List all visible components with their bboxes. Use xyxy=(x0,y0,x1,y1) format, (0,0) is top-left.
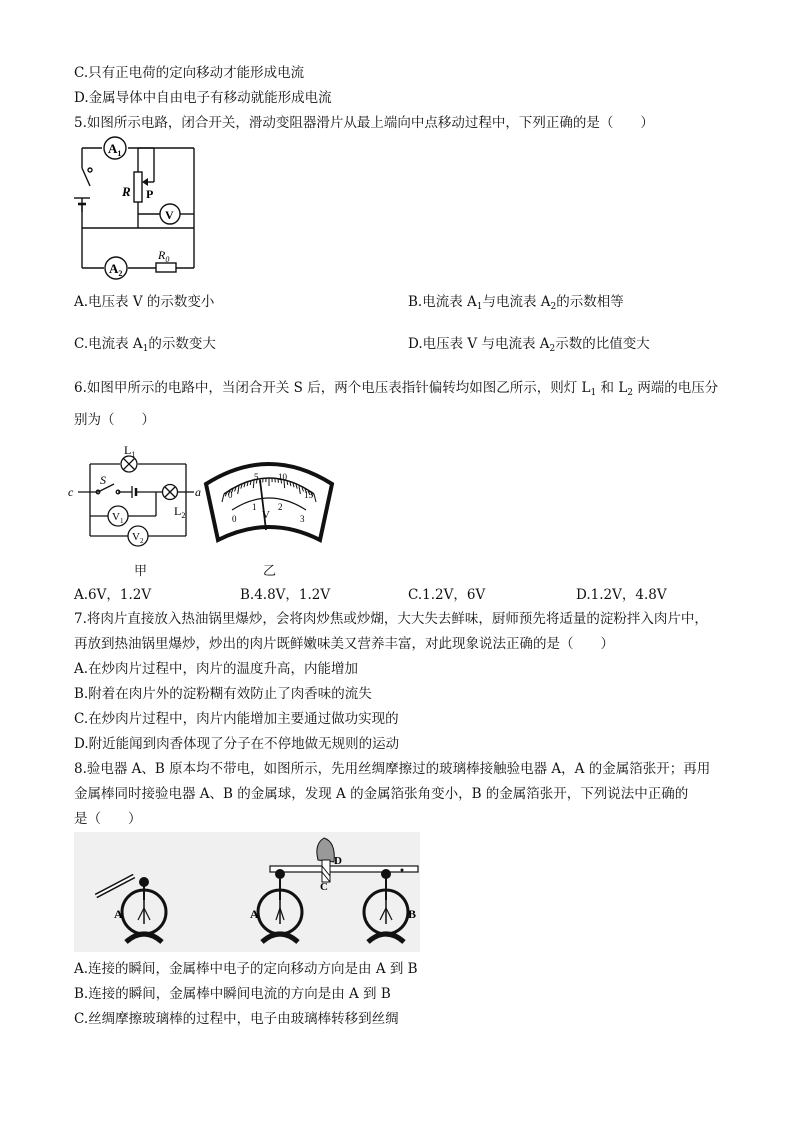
q6-option-c: C.1.2V，6V xyxy=(408,587,486,603)
electroscope-a-label-middle: A xyxy=(250,907,259,921)
q5-option-c: C.电流表 $A_1$的示数变大 xyxy=(74,336,216,354)
q6-option-b: B.4.8V，1.2V xyxy=(240,587,331,603)
meter-bottom-tick-3: 3 xyxy=(300,514,305,524)
rheostat-label: R xyxy=(122,184,131,199)
terminal-c-label: c xyxy=(68,485,74,499)
q6-stem-line2: 别为（ ） xyxy=(74,412,155,428)
electroscope-b-label: B xyxy=(408,907,417,921)
q8-stem-line3: 是（ ） xyxy=(74,811,142,827)
electroscope-a-label-left: A xyxy=(114,907,123,921)
q8-stem-line2: 金属棒同时接验电器 A、B 的金属球，发现 A 的金属箔张角变小，B 的金属箔张开，下列说法中正确的 xyxy=(74,786,689,802)
slider-label: P xyxy=(146,187,154,201)
q5-option-a: A.电压表 V 的示数变小 xyxy=(74,294,215,310)
voltmeter-v1-label: $V_1$ xyxy=(112,511,124,525)
q8-stem-line1: 8.验电器 A、B 原本均不带电，如图所示，先用丝绸摩擦过的玻璃棒接触验电器 A，A 的金属箔张开；再用 xyxy=(74,761,711,777)
q7-stem-line1: 7.将肉片直接放入热油锅里爆炒，会将肉炒焦或炒煳，大大失去鲜味，厨师预先将适量的淀粉拌入肉片中， xyxy=(74,611,708,627)
q7-option-d: D.附近能闻到肉香体现了分子在不停地做无规则的运动 xyxy=(74,736,400,752)
q8-option-a: A.连接的瞬间，金属棒中电子的定向移动方向是由 A 到 B xyxy=(74,961,418,977)
voltmeter-v2-label: $V_2$ xyxy=(132,531,144,545)
meter-bottom-tick-1: 1 xyxy=(252,502,257,512)
meter-bottom-tick-0: 0 xyxy=(232,514,237,524)
q7-option-c: C.在炒肉片过程中，肉片内能增加主要通过做功实现的 xyxy=(74,711,399,727)
q6-circuit-diagram-jia xyxy=(68,440,204,548)
q8-option-c: C.丝绸摩擦玻璃棒的过程中，电子由玻璃棒转移到丝绸 xyxy=(74,1011,399,1027)
q5-option-b: B.电流表 $A_1$与电流表 $A_2$的示数相等 xyxy=(408,294,624,312)
resistor-r0-label: $R_0$ xyxy=(158,248,170,264)
switch-s-label: S xyxy=(100,473,106,487)
terminal-a-label: a xyxy=(195,485,201,499)
meter-top-tick-15: 15 xyxy=(304,490,313,500)
q8-electroscope-diagram xyxy=(74,832,420,952)
q7-option-a: A.在炒肉片过程中，肉片的温度升高，内能增加 xyxy=(74,661,359,677)
q7-option-b: B.附着在肉片外的淀粉糊有效防止了肉香味的流失 xyxy=(74,686,372,702)
q6-stem-line1: 6.如图甲所示的电路中，当闭合开关 S 后，两个电压表指针偏转均如图乙所示，则灯 $L_1$ 和 $L_2$ 两端的电压分 xyxy=(74,380,719,398)
meter-unit-label: V xyxy=(262,509,270,521)
q4-option-d: D.金属导体中自由电子有移动就能形成电流 xyxy=(74,90,332,106)
meter-bottom-tick-2: 2 xyxy=(278,502,283,512)
q5-circuit-diagram xyxy=(74,138,204,278)
figure-label-yi: 乙 xyxy=(263,564,277,579)
lamp-l2-label: $L_2$ xyxy=(174,504,186,520)
q6-option-d: D.1.2V，4.8V xyxy=(576,587,667,603)
voltmeter-label: V xyxy=(165,208,174,222)
q6-voltmeter-dial-yi xyxy=(202,440,336,548)
q6-option-a: A.6V，1.2V xyxy=(74,587,152,603)
q5-stem: 5.如图所示电路，闭合开关，滑动变阻器滑片从最上端向中点移动过程中，下列正确的是（ ） xyxy=(74,115,654,131)
figure-label-jia: 甲 xyxy=(134,564,148,579)
meter-top-tick-0: 0 xyxy=(228,490,233,500)
q5-option-d: D.电压表 V 与电流表 $A_2$示数的比值变大 xyxy=(408,336,650,354)
meter-top-tick-5: 5 xyxy=(254,472,259,482)
q7-stem-line2: 再放到热油锅里爆炒，炒出的肉片既鲜嫩味美又营养丰富，对此现象说法正确的是（ ） xyxy=(74,636,614,652)
holder-d-label: D xyxy=(334,855,342,867)
ammeter-a2-label: $A_2$ xyxy=(109,261,123,278)
meter-top-tick-10: 10 xyxy=(278,472,287,482)
lamp-l1-label: $L_1$ xyxy=(124,443,136,459)
bar-c-label: C xyxy=(320,881,328,893)
q4-option-c: C.只有正电荷的定向移动才能形成电流 xyxy=(74,65,305,81)
ammeter-a1-label: $A_1$ xyxy=(108,141,122,158)
q8-option-b: B.连接的瞬间，金属棒中瞬间电流的方向是由 A 到 B xyxy=(74,986,391,1002)
